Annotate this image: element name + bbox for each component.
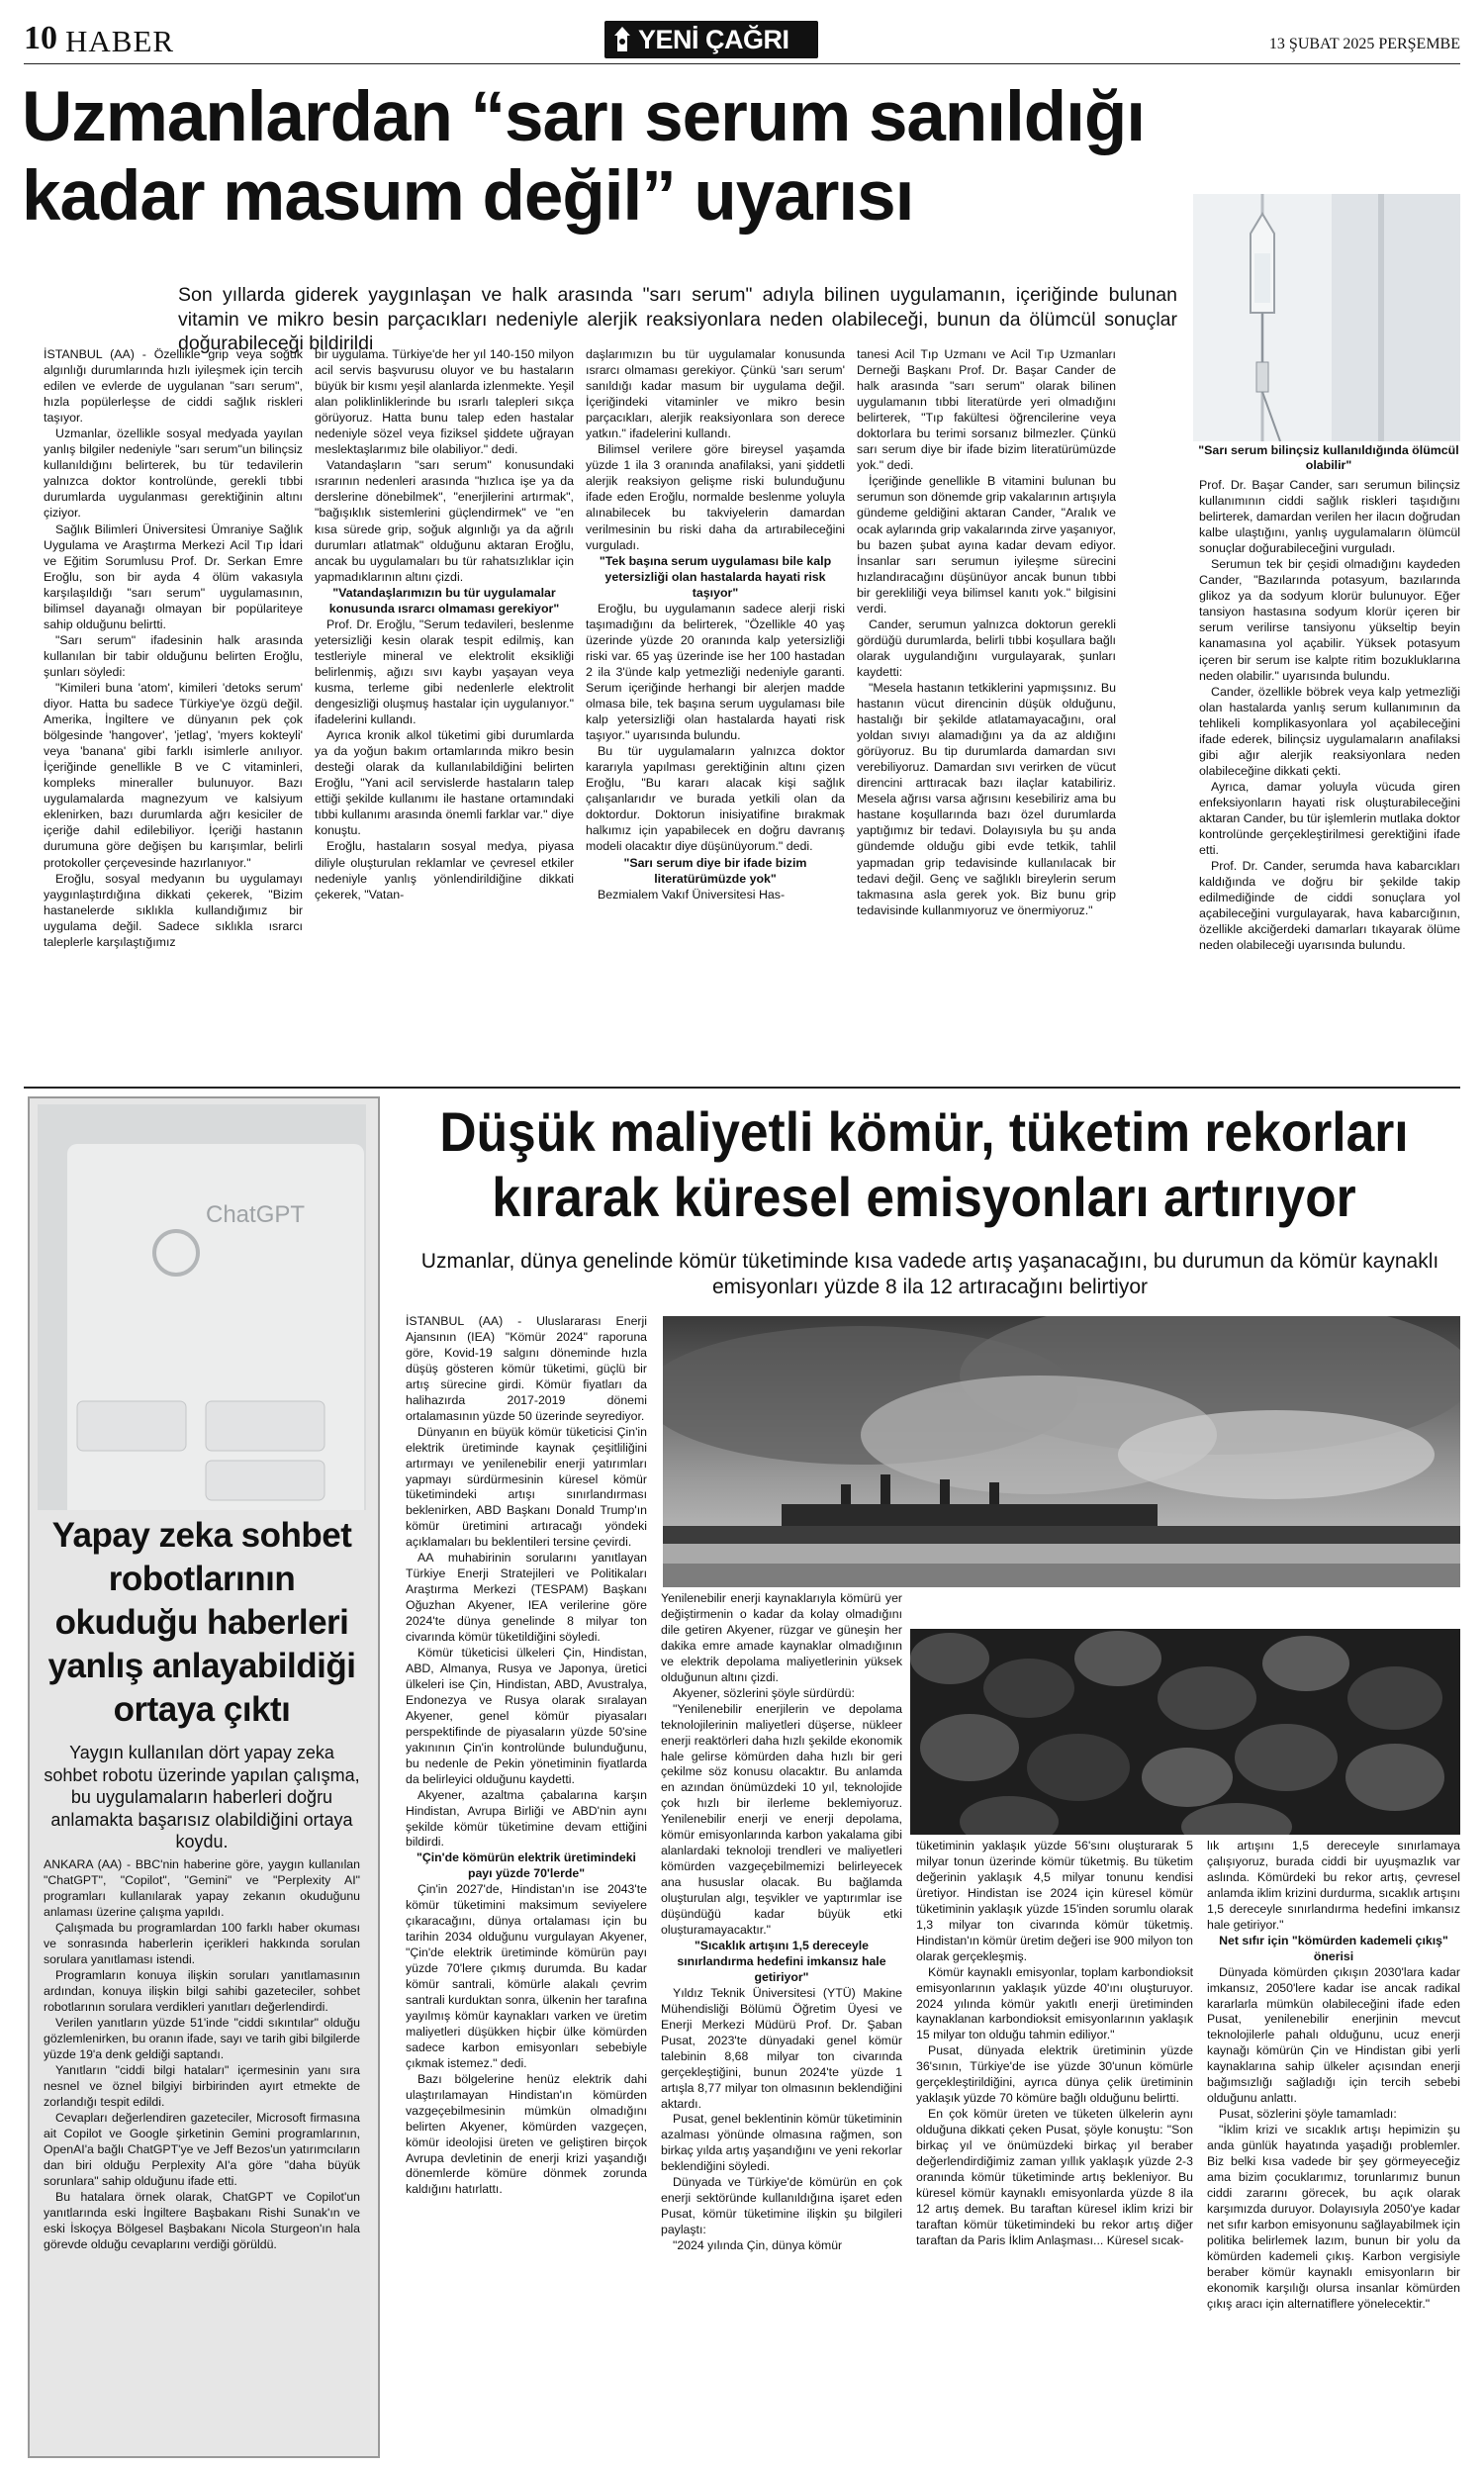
article1-column-1 xyxy=(44,346,303,1075)
article1-column-5 xyxy=(1199,477,1460,1075)
article1-column-3 xyxy=(586,346,845,1075)
section-divider xyxy=(24,1087,1460,1089)
paragraph: Eroğlu, sosyal medyanın bu uygulamayı yaygınlaştırdığına dikkati çekerek, "Bizim hastanelerde sıklıkla kullandığımız bir uygulama değil. Sadece sıklıkla ısrarcı taleplerle karşılaştığımız xyxy=(44,871,303,949)
page-number: 10 xyxy=(24,20,57,56)
paragraph: Eroğlu, hastaların sosyal medya, piyasa diliyle oluşturulan reklamlar ve çevresel etkiler nedeniyle yanlış yönlendirildiğine dikkati çekerek, "Vatan- xyxy=(315,839,574,902)
masthead-emblem-icon xyxy=(611,26,633,53)
chatgpt-photo xyxy=(38,1104,366,1510)
paragraph: "Kimileri buna 'atom', kimileri 'detoks serum' diyor. Hatta bu sadece Türkiye'ye özgü değil. Amerika, İngiltere ve dünyanın pek çok bölgesinde 'hangover', 'jetlag', 'myers kokteyli' veya 'banana' gibi farklı isimlerle anılıyor. İçeriğinde genellikle B ve C vitaminleri, kompleks mineraller bulunuyor. Bazı uygulamalarda magnezyum ve kalsiyum eklenirken, bazı durumlarda ağrı kesiciler de içeriğe dahil edilebiliyor. İçeriği hastanın durumuna göre değişen bu karışımlar, belirli protokoller çerçevesinde hazırlanıyor." xyxy=(44,680,303,870)
power-plant-photo xyxy=(663,1316,1460,1587)
paragraph: "2024 yılında Çin, dünya kömür xyxy=(673,2238,843,2253)
paragraph: "İklim krizi ve sıcaklık artışı hepimizin şu anda günlük hayatında yaşadığı problemler. Biz belki kısa vadede bir şey görmeyeceğiz ama bizim çocuklarımız, torunlarımız bunun ciddi zararını görecek, bu açık olarak karşımızda duruyor. Dolayısıyla 2050'ye kadar net sıfır karbon emisyonunu sağlayabilmek için politika belirlemek lazım, bunun bir yolu da kömürden kademeli çıkış. Karbon vergisiyle beraber kömür kaynaklı emisyonların bir ekonomik karşılığı olursa insanlar kömürden çıkış aracı için alternatiflere yönelecektir." xyxy=(1207,2123,1460,2311)
paragraph: Kömür tüketicisi ülkeleri Çin, Hindistan, ABD, Almanya, Rusya ve Japonya, üretici ülkeleri ise Çin, Hindistan, ABD, Avustralya, Endonezya ve Rusya olarak sıralayan Akyener, genel kömür piyasaları perspektifinde de piyasaların yüzde 50'sine yakınının Çin'in kontrolünde bulunduğunu, bu nedenle de Pekin yönetiminin fiyatlarda da belirleyici olduğunu kaydetti. xyxy=(406,1646,647,1786)
paragraph: Çin'in 2027'de, Hindistan'ın ise 2043'te kömür tüketimini maksimum seviyelere çıkaracağını, dünya ortalaması için bu tarihin 2034 olduğunu vurgulayan Akyener, "Çin'de elektrik üretiminde kömürün payı yüzde 70'lere çıkmış durumda. Bu kadar kömür santrali, kömürle alakalı çevrim santrali kurduktan sonra, ülkenin her tarafına yayılmış kömür kaynakları varken ve üretim maliyetleri düşükken hiçbir ülke kömürden sadece karbon emisyonları sebebiyle çıkmak istemez." dedi. xyxy=(406,1882,647,2070)
paragraph: bir uygulama. Türkiye'de her yıl 140-150 milyon acil servis başvurusu oluyor ve bu hastaların büyük bir kısmı yeşil alanlarda izlenmekte. Yeşil alan poliklinliklerinde bu ısrarlı talepleri sıkça görüyoruz. Hatta bunu talep eden hastalar nedeniyle sözel veya fiziksel şiddete uğrayan meslektaşlarımız bile olabiliyor." dedi. xyxy=(315,347,574,457)
article2-column-4 xyxy=(1207,1839,1460,2454)
paragraph: Yenilenebilir enerji kaynaklarıyla kömürü yer değiştirmenin o kadar da kolay olmadığını dile getiren Akyener, rüzgar ve güneşin her dakika emre amade kaynaklar olmadığının ve elektrik depolama maliyetlerinin yüksek olduğunun altını çizdi. xyxy=(661,1591,902,1684)
sidebar-body xyxy=(44,1856,360,2450)
chatgpt-photo-text: ChatGPT xyxy=(206,1201,306,1228)
paragraph: Pusat, sözlerini şöyle tamamladı: xyxy=(1219,2107,1397,2122)
article2-column-3 xyxy=(916,1839,1193,2454)
subheading: "Vatandaşlarımızın bu tür uygulamalar konusunda ısrarcı olmaması gerekiyor" xyxy=(328,585,560,616)
paragraph: İSTANBUL (AA) - Uluslararası Enerji Ajansının (IEA) "Kömür 2024" raporuna göre, Kovid-19 salgını döneminde hızla düşüş gösteren kömür tüketimi, güçlü bir artış sürecine girdi. Kömür fiyatları da halihazırda 2017-2019 dönemi ortalamasının yüzde 50 üzerinde seyrediyor. xyxy=(406,1314,647,1423)
paragraph: Akyener, azaltma çabalarına karşın Hindistan, Avrupa Birliği ve ABD'nin aynı şekilde kömür tüketimine devam ettiğini bildirdi. xyxy=(406,1787,647,1850)
paragraph: Cander, serumun yalnızca doktorun gerekli gördüğü durumlarda, belirli tıbbi koşullara bağlı olarak uygulandığını vurgulayarak, şunları kaydetti: xyxy=(857,617,1116,679)
iv-photo-caption: "Sarı serum bilinçsiz kullanıldığında ölümcül olabilir" xyxy=(1198,443,1459,472)
paragraph: En çok kömür üreten ve tüketen ülkelerin aynı olduğuna dikkati çeken Pusat, şöyle konuştu: "Son birkaç yıl ve önümüzdeki birkaç yıl beraber değerlendirdiğimiz zaman yıllık yaklaşık yüzde 2-3 oranında kömür tüketiminde artış bekleniyor. Bu küresel kömür kaynaklı emisyonlarda yüzde 8 ila 12 artış demek. Bu taraftan küresel iklim krizi bir taraftan kömür tüketimindeki bu rekor artış diğer taraftan da Paris İklim Anlaşması... Küresel sıcak- xyxy=(916,2107,1193,2247)
paragraph: Kömür kaynaklı emisyonlar, toplam karbondioksit emisyonlarının yaklaşık yüzde 40'ını oluşturuyor. 2024 yılında kömür yakıtlı enerji üretiminden kaynaklanan karbondioksit emisyonlarının yaklaşık 15 milyar ton olduğu tahmin ediliyor." xyxy=(916,1964,1193,2042)
masthead-logo xyxy=(604,21,818,58)
sidebar-lead: Yaygın kullanılan dört yapay zeka sohbet robotu üzerinde yapılan çalışma, bu uygulamaların haberleri doğru anlamakta başarısız olabildiğini ortaya koydu. xyxy=(44,1743,360,1851)
paragraph: Bu tür uygulamaların yalnızca doktor kararıyla yapılması gerektiğinin altını çizen Eroğlu, "Bu kararı alacak kişi sağlık çalışanlarıdır ve burada yetkili olan da doktordur. Doktorun inisiyatifine bırakmak halkımız için yapabilecek en doğru davranış modeli olacaktır diye düşünüyorum." dedi. xyxy=(586,744,845,854)
paragraph: İçeriğinde genellikle B vitamini bulunan bu serumun son dönemde grip vakalarının artışıyla gündeme geldiğini aktaran Cander, "Aralık ve ocak aylarında grip vakalarında zirve yaşanıyor, bu bazen şubat ayına kadar devam ediyor. İnsanlar sarı serumun iyileşme sürecini hızlandıracağını düşünüyor ancak bunun tıbbi bir gerekliliği veya bilimsel kanıtı yok." bilgisini verdi. xyxy=(857,474,1116,616)
paragraph: Programların konuya ilişkin soruları yanıtlamasının ardından, konuya ilişkin bilgi sahibi gazeteciler, sohbet robotlarının sorulara verdikleri yanıtları değerlendirdi. xyxy=(44,1968,360,2014)
article1-lead: Son yıllarda giderek yaygınlaşan ve halk arasında "sarı serum" adıyla bilinen uygulamanın, içeriğinde bulunan vitamin ve mikro besin parçacıkları nedeniyle alerjik reaksiyonlara neden olabileceği, bunun da ölümcül sonuçlar doğurabileceği bildirildi xyxy=(178,284,1177,354)
paragraph: Bazı bölgelerine henüz elektrik dahi ulaştırılamayan Hindistan'ın kömürden vazgeçebilmesinin mümkün olmadığını belirten Akyener, kömürden vazgeçen, kömür ideolojisi üreten ve geliştiren birçok Avrupa devletinin de enerji krizi yaşandığı dönemlerde kömüre dönmek zorunda kaldığını hatırlattı. xyxy=(406,2071,647,2197)
paragraph: Bilimsel verilere göre bireysel yaşamda yüzde 1 ila 3 oranında anafilaksi, yani şiddetli alerjik reaksiyon gelişme riski bulunduğunu ifade eden Eroğlu, normalde beslenme yoluyla alınabilecek bu takviyelerin damardan verilmesinin bu riski daha da artırabileceğini vurguladı. xyxy=(586,442,845,552)
issue-date: 13 ŞUBAT 2025 PERŞEMBE xyxy=(1268,36,1460,52)
paragraph: Bu hatalara örnek olarak, ChatGPT ve Copilot'un yanıtlarında eski İngiltere Başbakanı Rishi Sunak'ın ve eski İskoçya Bölgesel Başbakanı Nicola Sturgeon'ın hala görevde olduğu cevaplarını verdiği görüldü. xyxy=(44,2190,360,2251)
subheading: Net sıfır için "kömürden kademeli çıkış" önerisi xyxy=(1219,1933,1448,1963)
paragraph: Bezmialem Vakıf Üniversitesi Has- xyxy=(598,887,786,902)
article2-headline-line2: kırarak küresel emisyonları artırıyor xyxy=(492,1166,1356,1228)
paragraph: Ayrıca kronik alkol tüketimi gibi durumlarda ya da yoğun bakım ortamlarında mikro besin desteği olarak da kullanılabildiğini belirten Eroğlu, "Yani acil servislerde hastaların talep ettiği şekilde kullanımı ile hastane ortamındaki tıbbi kullanımı arasında önemli farklar var." diye konuştu. xyxy=(315,728,574,838)
subheading: "Sarı serum diye bir ifade bizim literatürümüzde yok" xyxy=(623,855,807,886)
paragraph: İSTANBUL (AA) - Özellikle grip veya soğuk algınlığı durumlarında hızlı iyileşmek için tercih edilen ve evlerde de uygulanan "sarı serum", hızla popülerleşse de ciddi sağlık riskleri taşıyor. xyxy=(44,347,303,426)
sidebar-headline: Yapay zeka sohbet robotlarının okuduğu haberleri yanlış anlayabildiği ortaya çıktı xyxy=(47,1516,356,1729)
paragraph: Dünyanın en büyük kömür tüketicisi Çin'in elektrik üretiminde kaynak çeşitliliğini artırmayı ve yenilenebilir enerji yatırımları yapmayı sürdürmesinin küresel kömür tüketimindeki artışı sınırlandırması beklenirken, ABD Başkanı Donald Trump'ın kömür üretimini artıracağı yöndeki açıklamaları bu beklentileri tersine çevirdi. xyxy=(406,1424,647,1550)
paragraph: Ayrıca, damar yoluyla vücuda giren enfeksiyonların hayati risk oluşturabileceğini aktaran Cander, bu tür işlemlerin mutlaka doktor kontrolünde gerçekleştirilmesi gerektiğini ifade etti. xyxy=(1199,779,1460,858)
subheading: "Tek başına serum uygulaması bile kalp yetersizliği olan hastalarda hayati risk taşıyor" xyxy=(599,553,832,600)
paragraph: Yıldız Teknik Üniversitesi (YTÜ) Makine Mühendisliği Bölümü Öğretim Üyesi ve Enerji Merkezi Müdürü Prof. Dr. Şaban Pusat, 2023'te dünyadaki genel kömür talebinin 8,68 milyar ton civarında gerçekleştiğini, bunun 2024'te yüzde 1 artışla 8,77 milyar ton olmasının beklendiğini aktardı. xyxy=(661,1985,902,2111)
paragraph: Dünyada kömürden çıkışın 2030'lara kadar imkansız, 2050'lere kadar ise ancak radikal kararlarla mümkün olabileceğini ifade eden Pusat, yenilenebilir enerjinin mevcut teknolojilerle pahalı olduğunu, ucuz enerji kaynağı kömürün Çin ve Hindistan gibi yerli kaynaklarına sahip ülkeler açısından enerji bağımsızlığı sağladığı için tercih sebebi olduğunu anlattı. xyxy=(1207,1964,1460,2106)
paragraph: lık artışını 1,5 dereceyle sınırlamaya çalışıyoruz, burada ciddi bir uyuşmazlık var aslında. Kömürdeki bu rekor artış, çevresel anlamda iklim krizini durdurma, sıcaklık artışını 1,5 dereceyle sınırlandırma hedefini imkansız hale getiriyor." xyxy=(1207,1839,1460,1932)
paragraph: Dünyada ve Türkiye'de kömürün en çok enerji sektöründe kullanıldığına işaret eden Pusat, kömür tüketimine ilişkin şu bilgileri paylaştı: xyxy=(661,2175,902,2237)
paragraph: daşlarımızın bu tür uygulamalar konusunda ısrarcı olmaması gerekiyor. Çünkü 'sarı serum' sanıldığı kadar masum bir uygulama değil. İçeriğindeki vitaminler ve mikro besin parçacıkları, alerjik reaksiyonlara son derece yatkın." ifadelerini kullandı. xyxy=(586,347,845,441)
paragraph: Akyener, sözlerini şöyle sürdürdü: xyxy=(673,1685,855,1700)
header-rule xyxy=(24,63,1460,64)
masthead-text: YENİ ÇAĞRI xyxy=(638,25,789,54)
paragraph: Verilen yanıtların yüzde 51'inde "ciddi sıkıntılar" olduğu gözlemlenirken, bu oranın ifade, sayı ve tarih gibi bilgilerde yüzde 19'a denk geldiği saptandı. xyxy=(44,2016,360,2061)
article1-headline-line2: kadar masum değil” uyarısı xyxy=(22,157,914,236)
paragraph: "Yenilenebilir enerjilerin ve depolama teknolojilerinin maliyetleri düşerse, nükleer enerji reaktörleri daha hızlı şekilde ekonomik hale gelirse kömürden daha hızlı bir geri çekilme söz konusu olacaktır. Bu anlamda en azından önümüzdeki 10 yıl, teknolojide çok hızlı bir ilerleme beklemiyoruz. Yenilenebilir enerji ve enerji depolama, kömür emisyonlarında karbon yakalama gibi alanlardaki teknoloji trendleri ve maliyetleri kömürden vazgeçebilmemizi belirleyecek ana hususlar olacak. Bu bağlamda oluşturulan algı, teşvikler ve yaptırımlar ise düşündüğü kadar büyük etki oluşturamayacaktır." xyxy=(661,1701,902,1938)
paragraph: Cander, özellikle böbrek veya kalp yetmezliği olan hastalarda yanlış serum kullanımının da tehlikeli komplikasyonlara yol açabileceğini ifade ederek, bilinçsiz uygulamaların anafilaksi gibi ağır alerjik reaksiyonlara neden olabileceğine dikkati çekti. xyxy=(1199,684,1460,778)
paragraph: Prof. Dr. Cander, serumda hava kabarcıkları kaldığında ve doğru bir şekilde takip edilmediğinde de ciddi sonuçlara yol açabileceğini vurgulayarak, hava kabarcığının, özellikle akciğerdeki damarları tıkayarak ölüme neden olabileceği uyarısında bulundu. xyxy=(1199,859,1460,953)
paragraph: Pusat, dünyada elektrik üretiminin yüzde 36'sının, Türkiye'de ise yüzde 30'unun kömürle gerçekleştirildiğini, ayrıca dünya çelik üretiminin yaklaşık yüzde 70 kömüre bağlı olduğunu belirtti. xyxy=(916,2043,1193,2106)
paragraph: Eroğlu, bu uygulamanın sadece alerji riski taşımadığını da belirterek, "Özellikle 40 yaş üzerinde yüzde 20 oranında kalp yetersizliği riski var. 65 yaş üzerinde ise her 100 hastadan 2 ila 3'ünde kalp yetmezliği nedeniyle garanti. Serum içeriğinde herhangi bir alerjen madde olmasa bile, tek başına serum uygulaması bile kalp yetersizliği olan hastalarda hayati risk taşıyor." uyarısında bulundu. xyxy=(586,601,845,743)
paragraph: Pusat, genel beklentinin kömür tüketiminin azalması yönünde olmasına rağmen, son birkaç yılda artış yaşandığını ve yeni rekorlar beklendiğini söyledi. xyxy=(661,2112,902,2174)
article1-column-4 xyxy=(857,346,1116,1075)
paragraph: "Sarı serum" ifadesinin halk arasında kullanılan bir tabir olduğunu belirten Eroğlu, şunları söyledi: xyxy=(44,632,303,679)
paragraph: Prof. Dr. Başar Cander, sarı serumun bilinçsiz kullanımının ciddi sağlık riskleri taşıdığını belirterek, damardan verilen her ilacın doğrudan kalbe ulaştığını, yanlış uygulamaların ölümcül sonuçlar doğurabileceğini vurguladı. xyxy=(1199,478,1460,556)
article2-headline-line1: Düşük maliyetli kömür, tüketim rekorları xyxy=(439,1100,1409,1163)
article2-lead: Uzmanlar, dünya genelinde kömür tüketiminde kısa vadede artış yaşanacağını, bu durumun da kömür kaynaklı emisyonları yüzde 8 ila 12 artıracağını belirtiyor xyxy=(420,1250,1439,1298)
paragraph: Prof. Dr. Eroğlu, "Serum tedavileri, beslenme yetersizliği kesin olarak tespit edilmiş, kan testleriyle mineral ve elektrolit eksikliği belirlenmiş, ağızı sıvı kaybı yaşayan veya kusma, terleme gibi nedenlerle elektrolit dengesizliği oluşmuş hastalar için uygulanıyor." ifadelerini kullandı. xyxy=(315,617,574,727)
paragraph: Sağlık Bilimleri Üniversitesi Ümraniye Sağlık Uygulama ve Araştırma Merkezi Acil Tıp İdari ve Eğitim Sorumlusu Prof. Dr. Serkan Emre Eroğlu, son bir ayda 4 ölüm vakasıyla karşılaşıldığı "sarı serum" uygulamasının, bilimsel dayanağı olmayan bir popülariteye sahip olduğunu belirtti. xyxy=(44,522,303,631)
iv-drip-photo xyxy=(1193,194,1460,441)
paragraph: Cevapları değerlendiren gazeteciler, Microsoft firmasına ait Copilot ve Google şirketinin Gemini programlarının, OpenAI'a bağlı ChatGPT'ye ve Jeff Bezos'un yatırımcıların dan biri olduğu Perplexity AI'a göre "daha büyük sorunlara" sahip olduğunu ifade etti. xyxy=(44,2111,360,2188)
paragraph: Yanıtların "ciddi bilgi hataları" içermesinin yanı sıra nesnel ve öznel bilgiyi birbirinden ayırt etmekte de zorlandığı tespit edildi. xyxy=(44,2063,360,2109)
paragraph: tüketiminin yaklaşık yüzde 56'sını oluşturarak 5 milyar tonun üzerinde kömür tüketmiş. Bu tüketim değerinin yaklaşık 4,5 milyar tonunu kendisi üretiyor. Hindistan ise 2024 için küresel kömür tüketiminin yaklaşık yüzde 15'inden sorumlu olarak 1,3 milyar ton civarında kömür tüketmiş. Hindistan'ın kömür üretim değeri ise 900 milyon ton olarak gerçekleşmiş. xyxy=(916,1839,1193,1963)
paragraph: tanesi Acil Tıp Uzmanı ve Acil Tıp Uzmanları Derneği Başkanı Prof. Dr. Başar Cander de halk arasında "sarı serum" olarak bilinen uygulamanın tıbbi literatürde yeri olmadığını belirterek, "Tıp fakültesi öğrencilerine veya doktorlara bu terimi sorsanız bilmezler. Çünkü sarı serum diye bir ifade bizim literatürümüzde yok." dedi. xyxy=(857,347,1116,473)
paragraph: Serumun tek bir çeşidi olmadığını kaydeden Cander, "Bazılarında potasyum, bazılarında glikoz ya da sodyum klorür bulunuyor. Eğer tansiyon hastasına sodyum klorür içeren bir serum verilirse tansiyonu yükseltip beyin kanamasına yol açabilir. Yüksek potasyum içeren bir serum ise kalpte ritim bozukluklarına neden olabilir." uyarısında bulundu. xyxy=(1199,557,1460,683)
section-label: HABER xyxy=(65,24,175,58)
subheading: "Çin'de kömürün elektrik üretimindeki payı yüzde 70'lerde" xyxy=(417,1851,636,1881)
article2-column-2 xyxy=(661,1591,902,2454)
coal-lumps-photo xyxy=(910,1629,1460,1835)
subheading: "Sıcaklık artışını 1,5 dereceyle sınırlandırma hedefini imkansız hale getiriyor" xyxy=(677,1938,886,1984)
paragraph: ANKARA (AA) - BBC'nin haberine göre, yaygın kullanılan "ChatGPT", "Copilot", "Gemini" ve "Perplexity AI" programları kullanılarak yapay zekanın okuduğunu anlaması üzerine çalışma yapıldı. xyxy=(44,1857,360,1919)
paragraph: Çalışmada bu programlardan 100 farklı haber okuması ve sonrasında haberlerin içerikleri hakkında sorulan sorulara yanıtlaması istendi. xyxy=(44,1921,360,1966)
article1-headline-line1: Uzmanlardan “sarı serum sanıldığı xyxy=(22,78,1145,156)
article1-column-2 xyxy=(315,346,574,1075)
paragraph: AA muhabirinin sorularını yanıtlayan Türkiye Enerji Stratejileri ve Politikaları Araştırma Merkezi (TESPAM) Başkanı Oğuzhan Akyener, IEA verilerine göre 2024'te dünya genelinde 8 milyar ton civarında kömür tüketildiğini söyledi. xyxy=(406,1551,647,1645)
article2-column-1 xyxy=(406,1314,647,2454)
paragraph: "Mesela hastanın tetkiklerini yapmışsınız. Bu hastanın vücut direncinin düşük olduğunu, hastalığı bir şekilde atlatamayacağını, oral yoldan sıvıyı alamadığını ya da az aldığını görüyoruz. Bu tip durumlarda damardan sıvı verebiliyoruz. Damardan sıvı verirken de vücut direncini arttıracak bazı ilaçlar katabiliriz. Mesela ağrısı varsa ağrısını kesebiliriz ama bu hastane koşullarında bazı özel durumlarda yaptığımız bir tedavi. Dolayısıyla bu şu anda gündemde olduğu gibi evde tetkik, tahlil yapmadan grip tedavisinde kullanılacak bir tedavi değil. Genç ve sağlıklı bireylerin serum takmasına asla gerek yok. Biz bunu grip tedavisinde kullanmıyoruz ve önermiyoruz." xyxy=(857,680,1116,917)
paragraph: Uzmanlar, özellikle sosyal medyada yayılan yanlış bilgiler nedeniyle "sarı serum"un bilinçsiz kullanıldığını belirterek, bu tür tedavilerin yalnızca doktor kontrolünde, gerekli tıbbi durumlarda uygulanması gerektiğinin altını çiziyor. xyxy=(44,427,303,521)
paragraph: Vatandaşların "sarı serum" konusundaki ısrarının nedenleri arasında "hızlıca işe ya da derslerine dönebilmek", "enerjilerini artırmak", "bağışıklık sistemlerini güçlendirmek" ve "en kısa sürede grip, soğuk algınlığı ya da ağrılı durumları atlatmak" olduğunu aktaran Eroğlu, ancak bu uygulamaları bu tür rahatsızlıklar için yapmadıklarının altını çizdi. xyxy=(315,458,574,584)
